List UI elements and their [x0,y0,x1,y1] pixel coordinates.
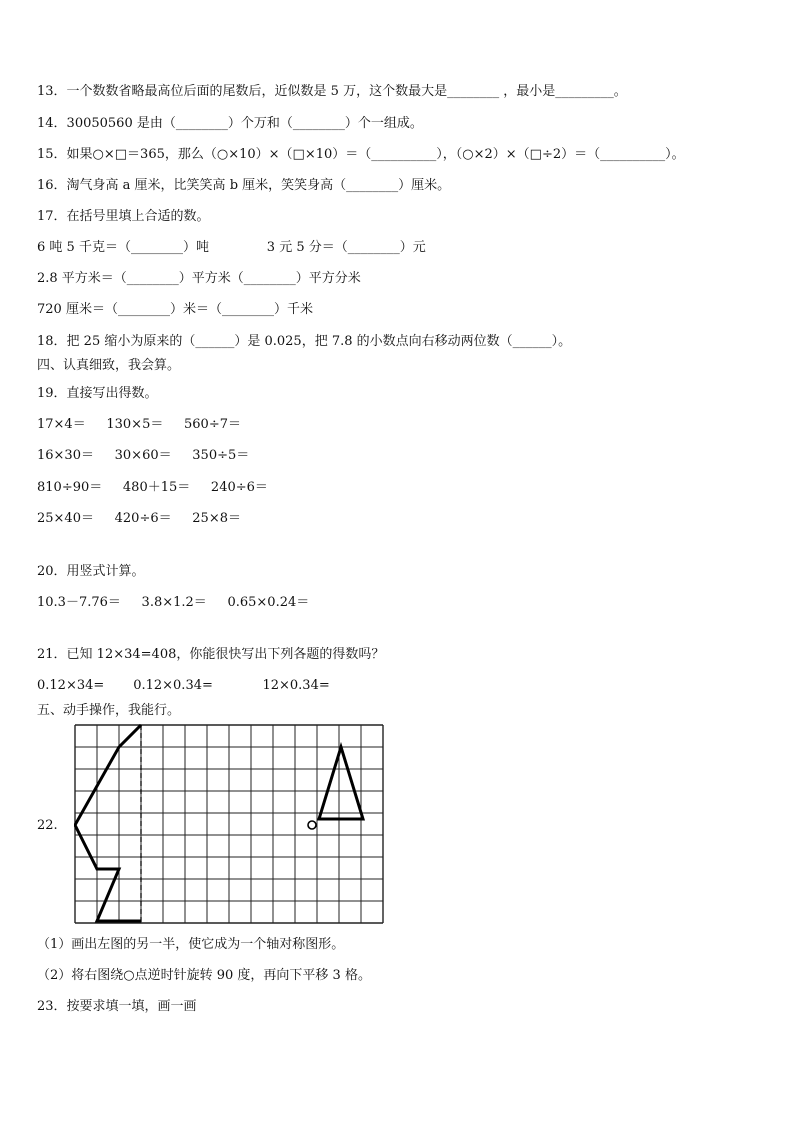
question-14: 14．30050560 是由（________）个万和（________）个一组成。 [37,116,423,131]
question-17-row-1: 6 吨 5 千克＝（________）吨 3 元 5 分＝（________）元 [37,240,426,255]
question-16: 16．淘气身高 a 厘米，比笑笑高 b 厘米，笑笑身高（________）厘米。 [37,178,451,193]
question-19: 19．直接写出得数。 [37,386,158,401]
question-20-row-1: 10.3－7.76＝ 3.8×1.2＝ 0.65×0.24＝ [37,595,310,610]
question-20: 20．用竖式计算。 [37,564,145,579]
question-23: 23．按要求填一填，画一画 [37,999,197,1014]
question-17-row-2: 2.8 平方米＝（________）平方米（________）平方分米 [37,271,361,286]
grid-svg [74,724,390,924]
question-21-row-1: 0.12×34= 0.12×0.34= 12×0.34= [37,678,330,693]
left-half-figure [75,725,141,921]
question-22-part-2: （2）将右图绕○点逆时针旋转 90 度，再向下平移 3 格。 [37,968,371,983]
question-19-row-3: 810÷90＝ 480＋15＝ 240÷6＝ [37,480,268,495]
question-13: 13．一个数数省略最高位后面的尾数后，近似数是 5 万，这个数最大是________ ，最小是_________。 [37,84,627,99]
rotation-point-circle [308,821,316,829]
question-15: 15．如果○×□＝365，那么（○×10）×（□×10）＝（__________），（○×2）×（□÷2）＝（__________）。 [37,147,685,162]
question-22-label: 22. [37,818,58,833]
grid-figure [74,724,390,928]
question-18: 18．把 25 缩小为原来的（______）是 0.025，把 7.8 的小数点向右移动两位数（______）。 [37,334,572,349]
question-17-row-3: 720 厘米＝（________）米＝（________）千米 [37,302,313,317]
question-21: 21．已知 12×34=408，你能很快写出下列各题的得数吗？ [37,647,385,662]
question-19-row-2: 16×30＝ 30×60＝ 350÷5＝ [37,448,250,463]
question-22-part-1: （1）画出左图的另一半，使它成为一个轴对称图形。 [37,937,345,952]
grid-lines [75,725,383,923]
question-17: 17．在括号里填上合适的数。 [37,209,210,224]
question-19-row-1: 17×4＝ 130×5＝ 560÷7＝ [37,417,241,432]
section-5-heading: 五、动手操作，我能行。 [37,703,181,718]
triangle-figure [319,747,363,819]
question-19-row-4: 25×40＝ 420÷6＝ 25×8＝ [37,511,241,526]
section-4-heading: 四、认真细致，我会算。 [37,358,181,373]
